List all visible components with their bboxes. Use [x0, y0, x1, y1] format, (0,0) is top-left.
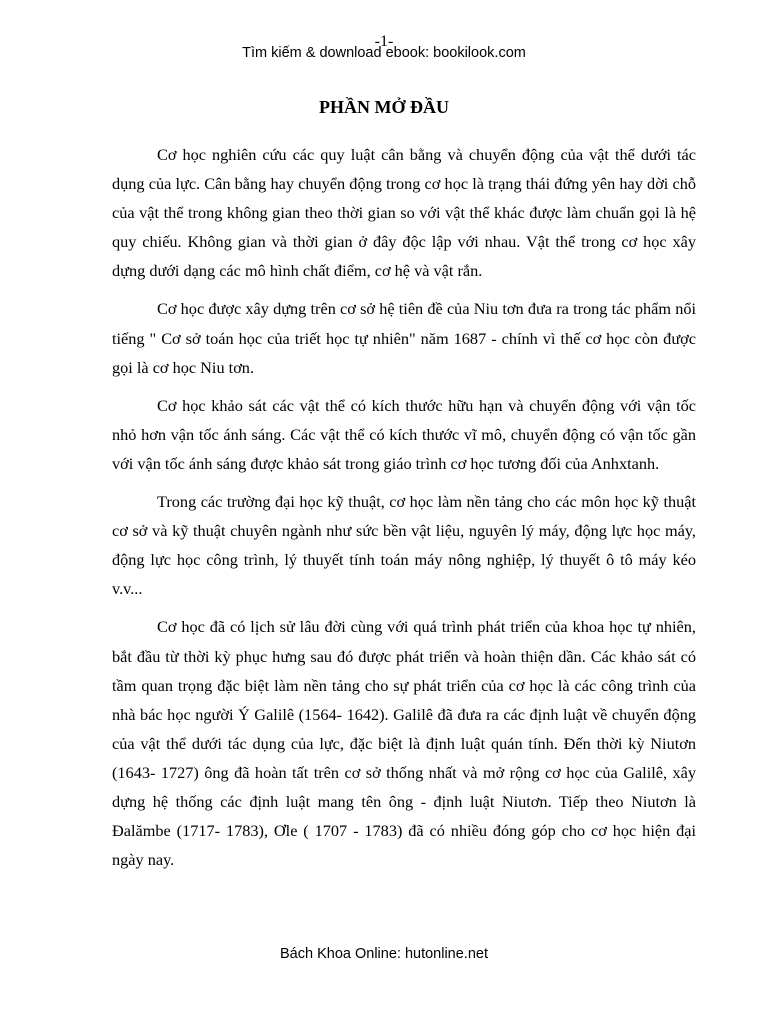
document-body: [112, 140, 696, 883]
footer-site-link[interactable]: Bách Khoa Online: hutonline.net: [280, 946, 488, 962]
paragraph-4: Trong các trường đại học kỹ thuật, cơ học làm nền tảng cho các môn học kỹ thuật cơ sở và kỹ thuật chuyên ngành như sức bền vật liệu, nguyên lý máy, động lực học máy, động lực học công trình, lý thuyết tính toán máy nông nghiệp, lý thuyết ô tô máy kéo v.v...: [112, 492, 696, 599]
paragraph-2: Cơ học được xây dựng trên cơ sở hệ tiên đề của Niu tơn đưa ra trong tác phẩm nổi tiếng " Cơ sở toán học của triết học tự nhiên" năm 1687 - chính vì thế cơ học còn được gọi là cơ học Niu tơn.: [112, 299, 696, 377]
page-number: -1-: [374, 33, 394, 50]
paragraph-3: Cơ học khảo sát các vật thể có kích thước hữu hạn và chuyển động với vận tốc nhỏ hơn vận tốc ánh sáng. Các vật thể có kích thước vĩ mô, chuyển động có vận tốc gần với vận tốc ánh sáng được khảo sát trong giáo trình cơ học tương đối của Anhxtanh.: [112, 395, 696, 473]
document-title: PHẦN MỞ ĐẦU: [319, 97, 449, 117]
header-download-link[interactable]: Tìm kiếm & download ebook: bookilook.com: [242, 45, 526, 61]
paragraph-1: Cơ học nghiên cứu các quy luật cân bằng và chuyển động của vật thể dưới tác dụng của lực. Cân bằng hay chuyển động trong cơ học là trạng thái đứng yên hay dời chỗ của vật thể trong không gian theo thời gian so với vật thể khác được làm chuẩn gọi là hệ quy chiếu. Không gian và thời gian ở đây độc lập với nhau. Vật thể trong cơ học xây dựng dưới dạng các mô hình chất điểm, cơ hệ và vật rắn.: [112, 145, 696, 281]
paragraph-5: Cơ học đã có lịch sử lâu đời cùng với quá trình phát triển của khoa học tự nhiên, bắt đầu từ thời kỳ phục hưng sau đó được phát triển và hoàn thiện dần. Các khảo sát có tầm quan trọng đặc biệt làm nền tảng cho sự phát triển của cơ học là các công trình của nhà bác học người Ý Galilê (1564- 1642). Galilê đã đưa ra các định luật về chuyển động của vật thể dưới tác dụng của lực, đặc biệt là định luật quán tính. Đến thời kỳ Niutơn (1643- 1727) ông đã hoàn tất trên cơ sở thống nhất và mở rộng cơ học của Galilê, xây dựng hệ thống các định luật mang tên ông - định luật Niutơn. Tiếp theo Niutơn là Đalămbe (1717- 1783), Ơle ( 1707 - 1783) đã có nhiều đóng góp cho cơ học hiện đại ngày nay.: [112, 617, 696, 870]
